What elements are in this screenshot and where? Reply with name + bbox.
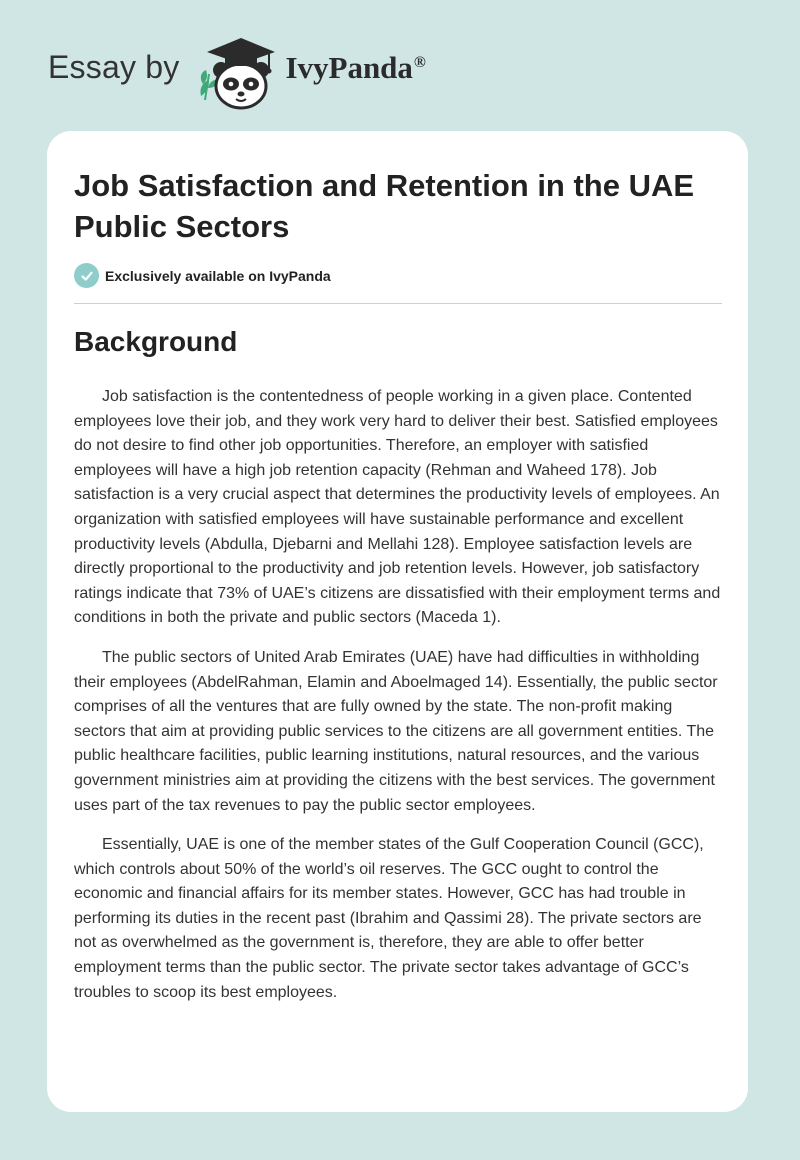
paragraph-3: Essentially, UAE is one of the member states of the Gulf Cooperation Council (GCC), which controls about 50% of the world’s oil reserves. The GCC ought to control the economic and financial affairs for its member states. However, GCC has had trouble in performing its duties in the recent past (Ibrahim and Qassimi 28). The private sectors are not as overwhelmed as the government is, therefore, they are able to offer better employment terms than the public sector. The private sector takes advantage of GCC’s troubles to scoop its best employees. [74, 836, 704, 1001]
essay-title: Job Satisfaction and Retention in the UAE Public Sectors [74, 168, 695, 244]
panda-graduate-icon [193, 30, 279, 112]
checkmark-icon [74, 263, 99, 288]
exclusive-badge [74, 263, 331, 288]
essay-body [74, 385, 724, 1020]
essay-card [47, 131, 748, 1112]
divider [74, 303, 722, 304]
section-heading: Background [74, 326, 238, 357]
brand-name: IvyPanda® [285, 50, 426, 85]
paragraph-2: The public sectors of United Arab Emirates (UAE) have had difficulties in withholding their employees (AbdelRahman, Elamin and Aboelmaged 14). Essentially, the public sector comprises of all the ventures that are fully owned by the state. The non-profit making sectors that aim at providing public services to the citizens are all government entities. The public healthcare facilities, public learning institutions, natural resources, and the various government ministries aim at providing the citizens with the best services. The government uses part of the tax revenues to pay the public sector employees. [74, 648, 718, 814]
exclusive-badge-label: Exclusively available on IvyPanda [105, 267, 331, 284]
registered-mark: ® [413, 53, 426, 71]
paragraph-1: Job satisfaction is the contentedness of people working in a given place. Contented employees love their job, and they work very hard to deliver their best. Satisfied employees do not desire to find other job opportunities. Therefore, an employer with satisfied employees will have a high job retention capacity (Rehman and Waheed 178). Job satisfaction is a very crucial aspect that determines the productivity levels of employees. An organization with satisfied employees will have sustainable performance and excellent productivity levels (Abdulla, Djebarni and Mellahi 128). Employee satisfaction levels are directly proportional to the productivity and job retention levels. However, job satisfactory ratings indicate that 73% of UAE’s citizens are dissatisfied with their employment terms and conditions in both the private and public sectors (Maceda 1). [74, 388, 721, 627]
site-header [48, 30, 748, 112]
essay-by-label: Essay by [48, 48, 180, 85]
